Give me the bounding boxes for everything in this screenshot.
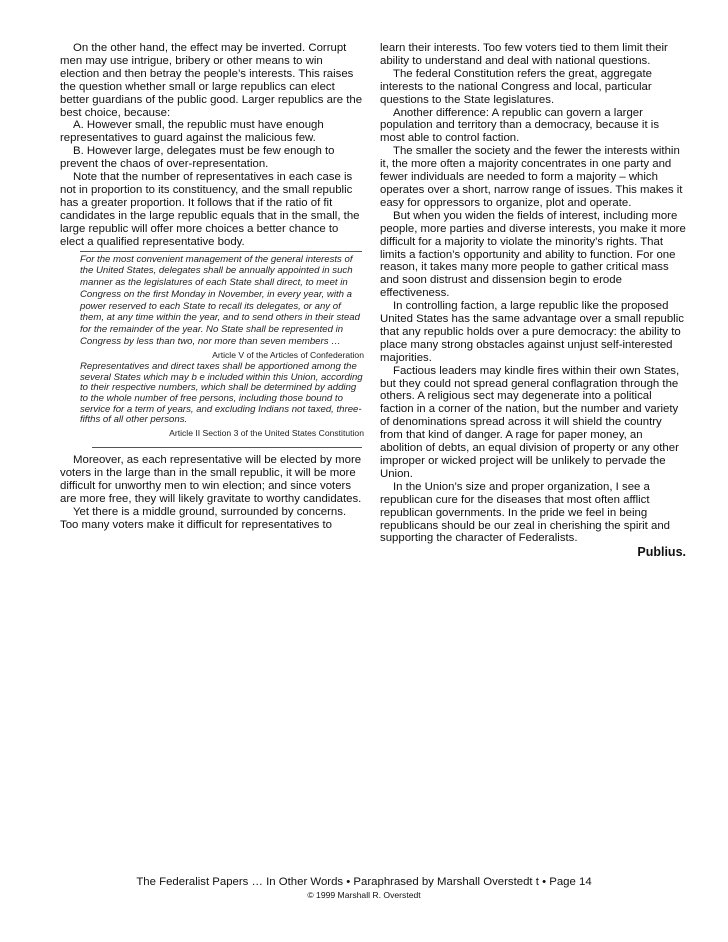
right-paragraph-8: In the Union’s size and proper organization, I see a republican cure for the diseases that most often afflict republican governments. In the pride we feel in being republicans should be our zeal in cherishing the spirit and supporting the character of Federalists.	[380, 480, 671, 545]
right-paragraph-7: Factious leaders may kindle fires within their own States, but they could not spread general conflagration through the others. A religious sect may degenerate into a political faction in a corner of the nation, but the number and variety of denominations spread across it will shield the country from that kind of danger. A rage for paper money, an abolition of debts, an equal division of property or any other improper or wicked project will be unlikely to pervade the Union.	[380, 364, 680, 480]
left-paragraph-5: Moreover, as each representative will be elected by more voters in the large than in the small republic, it will be more difficult for unworthy men to win election; and since voters are more free, they will likely gravitate to worthy candidates.	[60, 454, 362, 505]
quote-constitution-source: Article II Section 3 of the United States Constitution	[169, 428, 364, 439]
quote-divider-bottom	[92, 447, 362, 448]
right-paragraph-1: learn their interests. Too few voters tied to them limit their ability to understand and deal with national questions.	[380, 42, 668, 67]
right-paragraph-6: In controlling faction, a large republic like the proposed United States has the same advantage over a small republic that any republic holds over a pure democracy: the ability to place many strong obstacles against unjust self-interested majorities.	[380, 300, 684, 364]
left-paragraph-4: Note that the number of representatives in each case is not in proportion to its constituency, and the small republic has a greater proportion. It follows that if the ratio of fit candidates in the large republic equals that in the small, the large republic will offer more choices a better chance to elect a qualified representative body.	[60, 171, 360, 248]
left-paragraph-6: Yet there is a middle ground, surrounded by concerns. Too many voters make it difficult for representatives to	[60, 505, 347, 531]
right-paragraph-3: Another difference: A republic can govern a larger population and territory than a democracy, because it is most able to control faction.	[380, 106, 660, 145]
quote-constitution-text: Representatives and direct taxes shall be apportioned among the several States which may b e included within this Union, according to their respective numbers, which shall be determined by adding to the whole number of free persons, including those bound to service for a term of years, and excluding Indians not taxed, three-fifths of all other persons.	[80, 360, 363, 426]
quote-divider-top	[80, 251, 362, 252]
right-paragraph-5: But when you widen the fields of interest, including more people, more parties and diverse interests, you make it more difficult for a majority to violate the minority’s rights. That limits a faction’s opportunity and ability to function. For one reason, it takes many more people to gather critical mass and soon distrust and dissension begin to erode effectiveness.	[380, 209, 686, 300]
left-paragraph-2: A. However small, the republic must have enough representatives to guard against the malicious few.	[60, 119, 324, 145]
left-column	[60, 42, 364, 532]
left-paragraph-3: B. However large, delegates must be few enough to prevent the chaos of over-representation.	[60, 145, 335, 171]
quote-block-articles	[80, 254, 364, 361]
quote-articles-text: For the most convenient management of the general interests of the United States, delegates shall be annually appointed in such manner as the legislatures of each State shall direct, to meet in Congress on the first Monday in November, in every year, with a power reserved to each State to recall its delegates, or any of them, at any time within the year, and to send others in their stead for the remainder of the year. No State shall be represented in Congress by less than two, nor more than seven members …	[80, 253, 360, 348]
copyright-notice: © 1999 Marshall R. Overstedt	[307, 890, 421, 900]
right-paragraph-2: The federal Constitution refers the great, aggregate interests to the national Congress and local, particular questions to the State legislatures.	[380, 67, 652, 106]
right-column	[380, 42, 686, 559]
left-paragraph-1: On the other hand, the effect may be inverted. Corrupt men may use intrigue, bribery or other means to win election and then betray the people’s interests. This raises the question whether small or large republics can elect better guardians of the public good. Larger republics are the best choice, because:	[60, 42, 363, 119]
right-paragraph-4: The smaller the society and the fewer the interests within it, the more often a majority concentrates in one party and fewer individuals are needed to form a majority – which operates over a short, narrow range of issues. This makes it easy for oppressors to organize, plot and operate.	[380, 145, 683, 209]
quote-articles-source: Article V of the Articles of Confederation	[212, 349, 364, 360]
signature: Publius.	[637, 545, 686, 560]
page-footer: The Federalist Papers … In Other Words • Paraphrased by Marshall Overstedt t • Page 14	[136, 876, 592, 888]
quote-block-constitution	[80, 362, 364, 439]
